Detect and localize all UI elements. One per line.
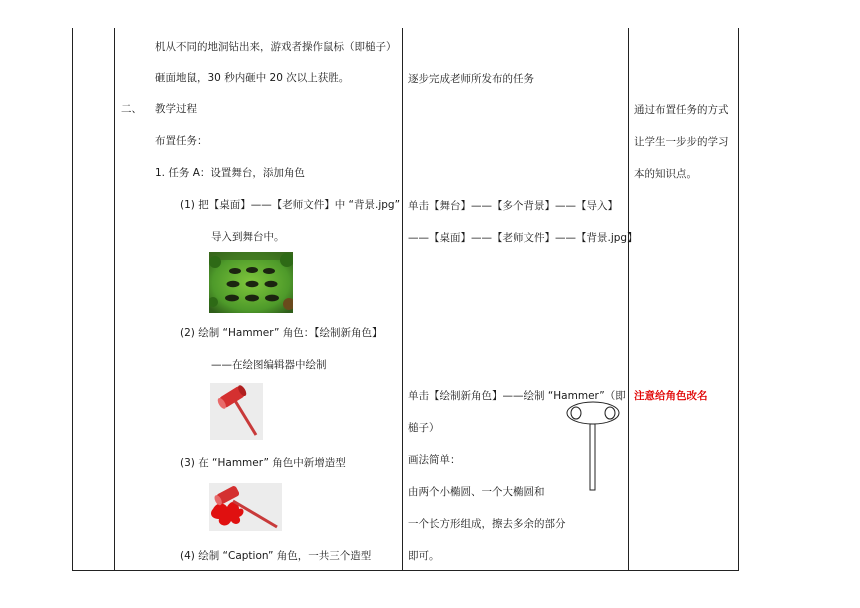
table-bottom-border [72, 570, 739, 571]
draw-line-1: 单击【绘制新角色】——绘制 “Hammer”（即 [408, 390, 626, 402]
table-divider-3 [628, 28, 629, 571]
hammer-splash-image [209, 483, 282, 531]
table-divider-4 [738, 28, 739, 571]
purpose-line-2: 让学生一步步的学习 [634, 136, 729, 148]
intro-line-1: 机从不同的地洞钻出来，游戏者操作鼠标（即槌子） [155, 41, 397, 53]
hammer-sketch-diagram [563, 400, 623, 494]
table-border-left [72, 28, 73, 571]
table-divider-1 [114, 28, 115, 571]
intro-line-2: 砸面地鼠，30 秒内砸中 20 次以上获胜。 [155, 72, 350, 84]
rename-note: 注意给角色改名 [634, 390, 708, 402]
step-4: (4) 绘制 “Caption” 角色，一共三个造型 [180, 550, 372, 562]
purpose-line-3: 本的知识点。 [634, 168, 697, 180]
import-line-1: 单击【舞台】——【多个背景】——【导入】 [408, 200, 618, 212]
purpose-line-1: 通过布置任务的方式 [634, 104, 729, 116]
draw-line-2: 槌子） [408, 422, 440, 434]
draw-line-3: 画法简单： [408, 454, 461, 466]
draw-line-4: 由两个小椭圆、一个大椭圆和 [408, 486, 545, 498]
step-2-line-2: ——在绘图编辑器中绘制 [211, 359, 327, 371]
hammer-image [210, 383, 263, 440]
game-background-image [209, 252, 293, 313]
section-title: 教学过程 [155, 103, 197, 115]
section-number: 二、 [121, 103, 142, 115]
task-follow-text: 逐步完成老师所发布的任务 [408, 73, 534, 85]
table-divider-2 [402, 28, 403, 571]
draw-line-6: 即可。 [408, 550, 440, 562]
assign-label: 布置任务： [155, 135, 208, 147]
draw-line-5: 一个长方形组成，擦去多余的部分 [408, 518, 566, 530]
step-1-line-1: (1) 把【桌面】——【老师文件】中 “背景.jpg” [180, 199, 401, 211]
step-1-line-2: 导入到舞台中。 [211, 231, 285, 243]
task-a-heading: 1. 任务 A：设置舞台，添加角色 [155, 167, 305, 179]
step-2-line-1: (2) 绘制 “Hammer” 角色：【绘制新角色】 [180, 327, 383, 339]
step-3: (3) 在 “Hammer” 角色中新增造型 [180, 457, 346, 469]
import-line-2: ——【桌面】——【老师文件】——【背景.jpg】 [408, 232, 638, 244]
